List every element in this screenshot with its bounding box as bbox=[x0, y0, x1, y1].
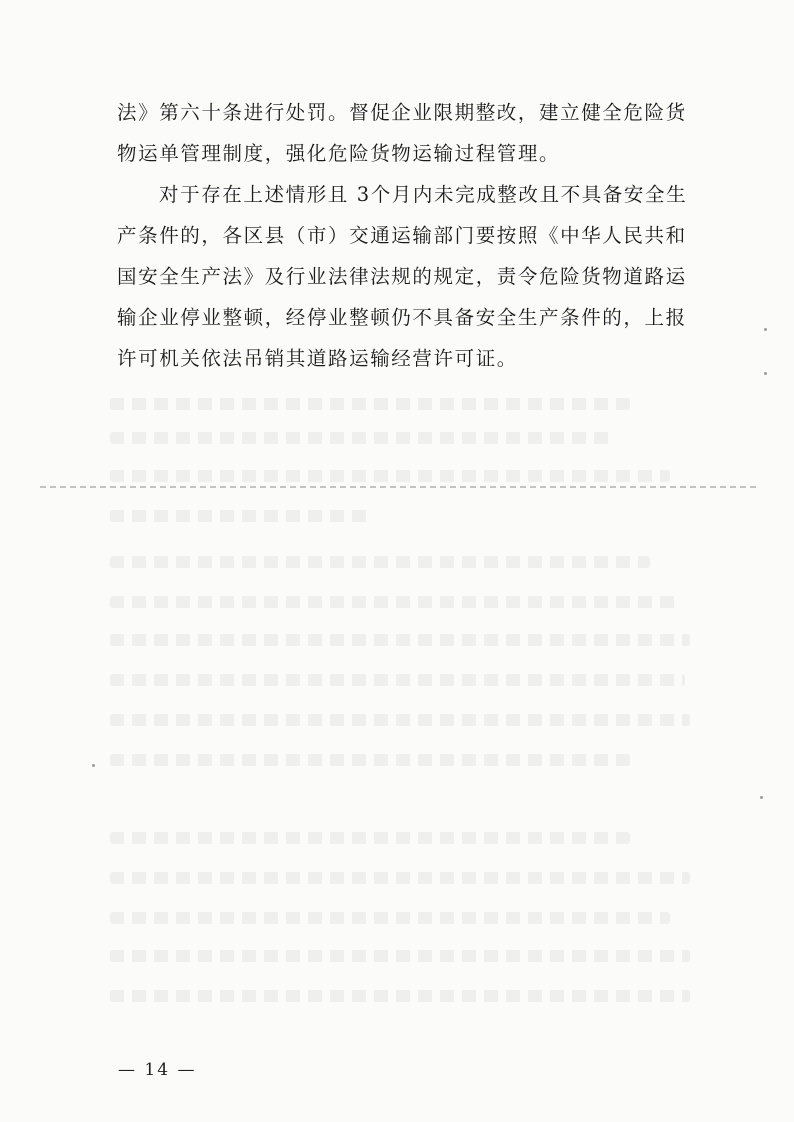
bleed-through-line bbox=[110, 950, 690, 962]
scan-speck bbox=[764, 372, 767, 375]
bleed-through-line bbox=[110, 714, 690, 726]
bleed-through-line bbox=[110, 872, 690, 884]
text-line: 物运单管理制度，强化危险货物运输过程管理。 bbox=[117, 142, 561, 165]
bleed-through-line bbox=[110, 912, 670, 924]
bleed-through-line bbox=[110, 990, 690, 1002]
bleed-through-line bbox=[110, 634, 690, 646]
bleed-through-line bbox=[110, 510, 370, 522]
bleed-through-line bbox=[110, 556, 650, 568]
text-line: 许可机关依法吊销其道路运输经营许可证。 bbox=[117, 347, 518, 370]
scan-fold-line bbox=[40, 486, 760, 488]
text-line: 输企业停业整顿，经停业整顿仍不具备安全生产条件的，上报 bbox=[117, 306, 687, 329]
body-text bbox=[117, 92, 697, 379]
bleed-through-line bbox=[110, 832, 630, 844]
page-number: — 14 — bbox=[118, 1060, 197, 1080]
text-line: 产条件的，各区县（市）交通运输部门要按照《中华人民共和 bbox=[117, 224, 687, 247]
bleed-through-line bbox=[110, 398, 630, 410]
bleed-through-line bbox=[110, 432, 610, 444]
bleed-through-line bbox=[110, 754, 630, 766]
bleed-through-line bbox=[110, 674, 685, 686]
scan-speck bbox=[764, 328, 767, 331]
paragraph-1 bbox=[117, 92, 697, 174]
bleed-through-line bbox=[110, 470, 670, 482]
scan-speck bbox=[760, 796, 763, 799]
text-line: 国安全生产法》及行业法律法规的规定，责令危险货物道路运 bbox=[117, 265, 687, 288]
text-line: 法》第六十条进行处罚。督促企业限期整改，建立健全危险货 bbox=[117, 101, 687, 124]
text-line: 对于存在上述情形且 3个月内未完成整改且不具备安全生 bbox=[159, 183, 688, 206]
scan-speck bbox=[92, 764, 95, 767]
paragraph-2 bbox=[117, 174, 697, 379]
bleed-through-line bbox=[110, 596, 680, 608]
